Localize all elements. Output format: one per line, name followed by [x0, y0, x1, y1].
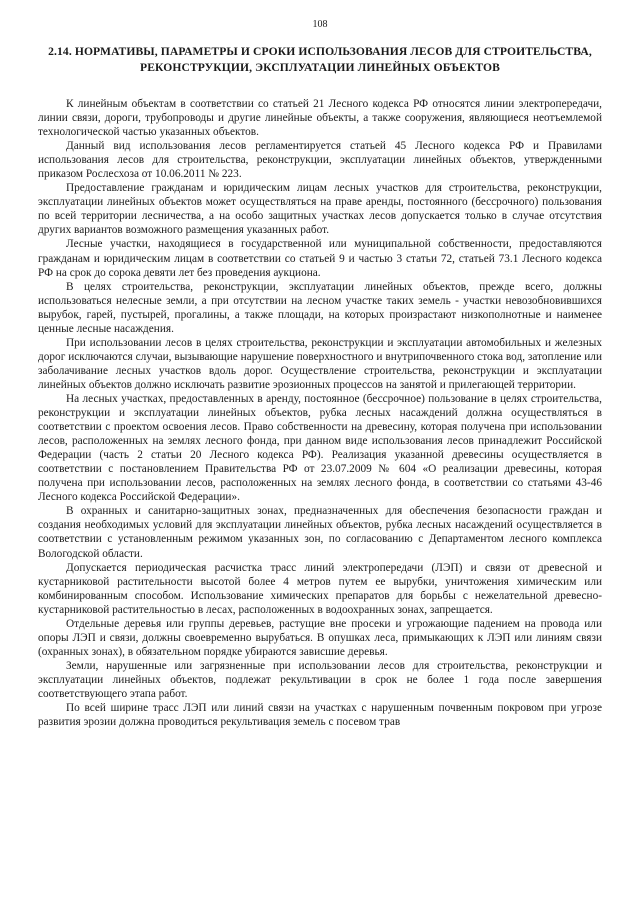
paragraph: В охранных и санитарно-защитных зонах, предназначенных для обеспечения безопасности граждан и создания необходимых условий для эксплуатации линейных объектов, рубка лесных насаждений осуществляется в соответствии с установленным режимом указанных зон, по согласованию с Департаментом лесного комплекса Вологодской области. — [38, 505, 602, 560]
paragraph: Данный вид использования лесов регламентируется статьей 45 Лесного кодекса РФ и Правилами использования лесов для строительства, реконструкции, эксплуатации линейных объектов, утвержденными приказом Рослесхоза от 10.06.2011 № 223. — [38, 140, 602, 181]
paragraph: Предоставление гражданам и юридическим лицам лесных участков для строительства, реконструкции, эксплуатации линейных объектов может осуществляться на праве аренды, постоянного (бессрочного) пользования по всей территории лесничества, а на особо защитных участках лесов допускается только в случае отсутствия других вариантов возможного размещения указанных работ. — [38, 182, 602, 237]
paragraph: В целях строительства, реконструкции, эксплуатации линейных объектов, прежде всего, должны использоваться нелесные земли, а при отсутствии на лесном участке таких земель - участки невозобновившихся вырубок, гарей, пустырей, прогалины, а также площади, на которых произрастают низкополнотные и наименее ценные лесные насаждения. — [38, 280, 602, 335]
body-text — [38, 97, 602, 729]
paragraph: Допускается периодическая расчистка трасс линий электропередачи (ЛЭП) и связи от древесной и кустарниковой растительности высотой более 4 метров путем ее вырубки, уничтожения химическим или комбинированным способом. Использование химических препаратов для борьбы с нежелательной древесно-кустарниковой растительностью в лесах, расположенных в водоохранных зонах, запрещается. — [38, 561, 602, 616]
paragraph: По всей ширине трасс ЛЭП или линий связи на участках с нарушенным почвенным покровом при угрозе развития эрозии должна проводиться рекультивация земель с посевом трав — [38, 702, 602, 729]
paragraph: К линейным объектам в соответствии со статьей 21 Лесного кодекса РФ относятся линии электропередачи, линии связи, дороги, трубопроводы и другие линейные объекты, а также сооружения, являющиеся неотъемлемой технологической частью указанных объектов. — [38, 98, 602, 139]
paragraph: На лесных участках, предоставленных в аренду, постоянное (бессрочное) пользование в целях строительства, реконструкции и эксплуатации линейных объектов, рубка лесных насаждений должна осуществляться в соответствии с проектом освоения лесов. Право собственности на древесину, которая получена при использовании лесов, расположенных на землях лесного фонда, при данном виде использования лесов принадлежит Российской Федерации (часть 2 статьи 20 Лесного кодекса РФ). Реализация указанной древесины осуществляется в соответствии с постановлением Правительства РФ от 23.07.2009 № 604 «О реализации древесины, которая получена при использовании лесов, расположенных на землях лесного фонда, в соответствии со статьями 43-46 Лесного кодекса Российской Федерации». — [38, 392, 602, 504]
paragraph: Отдельные деревья или группы деревьев, растущие вне просеки и угрожающие падением на провода или опоры ЛЭП и связи, должны своевременно вырубаться. В опушках леса, примыкающих к ЛЭП или линиям связи (охранных зонах), в обязательном порядке убираются зависшие деревья. — [38, 617, 602, 658]
section-heading: 2.14. НОРМАТИВЫ, ПАРАМЕТРЫ И СРОКИ ИСПОЛЬЗОВАНИЯ ЛЕСОВ ДЛЯ СТРОИТЕЛЬСТВА, РЕКОНСТРУКЦИИ, ЭКСПЛУАТАЦИИ ЛИНЕЙНЫХ ОБЪЕКТОВ — [48, 45, 592, 74]
paragraph: При использовании лесов в целях строительства, реконструкции и эксплуатации автомобильных и железных дорог исключаются случаи, вызывающие нарушение поверхностного и внутрипочвенного стока вод, затопление или заболачивание лесных участков вдоль дорог. Осуществление строительства, реконструкции и эксплуатации линейных объектов должно исключать развитие эрозионных процессов на занятой и прилегающей территории. — [38, 336, 602, 391]
paragraph: Земли, нарушенные или загрязненные при использовании лесов для строительства, реконструкции и эксплуатации линейных объектов, подлежат рекультивации в срок не более 1 года после завершения соответствующего этапа работ. — [38, 659, 602, 700]
page-number: 108 — [312, 19, 328, 30]
paragraph: Лесные участки, находящиеся в государственной или муниципальной собственности, предоставляются гражданам и юридическим лицам в соответствии со статьей 9 и частью 3 статьи 72, статьей 73.1 Лесного кодекса РФ на срок до сорока девяти лет без проведения аукциона. — [38, 238, 602, 279]
